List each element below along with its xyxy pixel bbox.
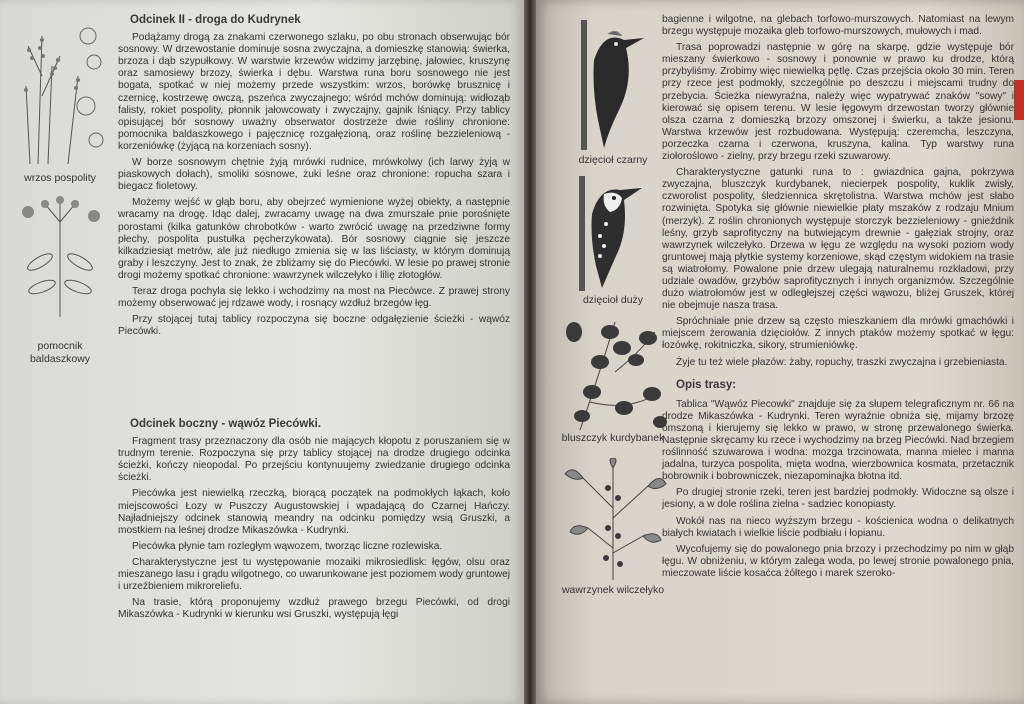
paragraph: Po drugiej stronie rzeki, teren jest bardziej podmokły. Widoczne są olsze i jesiony, a w dole roślina zielna - sadziec konopiasty. — [662, 487, 1014, 511]
paragraph: Możemy wejść w głąb boru, aby obejrzeć wymienione wyżej obiekty, a następnie wracamy na drogę. Idąc dalej, zwracamy uwagę na dwa zmurszałe pnie porośnięte porostami (kilka gatunków chrobotków - warto zwrócić uwagę na przedziwne formy płechy, pospolita pustułka pęcherzykowata). Bór sosnowy ciągnie się jeszcze kilkadziesiąt metrów, ale już niedługo zmienia się w las liściasty, w którym dominują graby i leszczyny. Jest to znak, że zbliżamy się do Piecówki. W lesie po prawej stronie drogi możemy spotkać chronione: wawrzynek wilczełyko i lilię złotogłów. — [118, 197, 510, 281]
paragraph: Teraz droga pochyla się lekko i wchodzimy na most na Piecówce. Z prawej strony możemy obserwować jej rdzawe wody, i rosnący wzdłuż brzegów łęg. — [118, 285, 510, 310]
book-gutter — [524, 0, 536, 704]
paragraph: Przy stojącej tutaj tablicy rozpoczyna się boczne odgałęzienie ścieżki - wąwóz Piecówki. — [118, 314, 510, 338]
paragraph: Charakterystyczne jest tu występowanie mozaiki mikrosiedlisk: łęgów, olsu oraz mieszanego lasu i grądu wilgotnego, co uwarunkowane jest poziomem wody gruntowej i urzeźbieniem mikroreliefu. — [118, 556, 510, 593]
paragraph: Charakterystyczne gatunki runa to : gwiazdnica gajna, pokrzywa zwyczajna, bluszczyk kurdybanek, niecierpek pospolity, kuklik zwisły, czworolist pospolity, śledziennica skrętolistna. Warstwa mchów jest słabo rozwinięta. Spotyka się głównie niewielkie płaty mszaków z rodzaju Mnium (merzyk). Z roślin chronionych występuje storczyk bezzieleniowy - gnieźdnik leśny, grzyb saprofityczny na butwiejącym drewnie - gałęziak strojny, oraz wawrzynek wilczełyko. Drzewa w łęgu ze względu na wysoki poziom wody gruntowej mają płytkie systemy korzeniowe, skąd częstym widokiem na trasie są wiatrołomy. Powalone pnie drzew ulegają naturalnemu rozkładowi, przy udziale owadów, grzybów saprofitycznych i innych organizmów. Szczególnie dużo wiatrołomów jest w odległejszej części wąwozu, bliżej Gruszek, której nie obejmuje nasza trasa. — [662, 167, 1014, 312]
paragraph: Spróchniałe pnie drzew są często mieszkaniem dla mrówki gmachówki i miejscem żerowania dzięciołów. Z innych ptaków możemy spotkać w łęgu: łozówkę, rokitniczka, sikory, strumieniówkę. — [662, 316, 1014, 352]
caption-heather: wrzos pospolity — [24, 172, 96, 184]
paragraph: Podążamy drogą za znakami czerwonego szlaku, po obu stronach obserwując bór sosnowy. W drzewostanie dominuje sosna zwyczajna, a domieszkę stanowią: świerka, brzoza i dąb szypułkowy. W warstwie krzewów widzimy jarzębinę, jałowiec, kruszynę oraz samosiewy brzozy, świerka i dębu. Warstwa runa boru sosnowego nie jest bogata, spotkać w niej możemy przede wszystkim: wrzos, borówkę brusznicę i czernicę, kostrzewę owczą, pszeńca zwyczajnego; wśród mchów dominują: widłoząb falisty, rokiet pospolity, płonnik jałowcowaty i zwyczajny, gajnik lśniący. Przy tablicy opisującej bór sosnowy uważny obserwator dostrzeże dwie rośliny chronione: pomocnika baldaszkowego i pajęcznicę rozgałęzioną, oraz roślinę bezzieleniową - korzeniówkę (żyjącą na korzeniach sosny). — [118, 32, 510, 152]
paragraph: Wycofujemy się do powalonego pnia brzozy i przechodzimy po nim w głąb łęgu. W obniżeniu, w którym zalega woda, po lewej stronie powalonego pnia, mieczowate liście kosaćca żółtego i marek szeroko- — [662, 543, 1014, 579]
section-heading-odcinek-ii: Odcinek II - droga do Kudrynek — [130, 14, 301, 26]
pomocnik-illustration — [10, 192, 110, 322]
caption-ground-ivy-text: bluszczyk kurdybanek — [561, 432, 665, 444]
mezereon-illustration — [558, 458, 668, 583]
caption-ground-ivy — [558, 432, 668, 445]
paragraph: Piecówka jest niewielką rzeczką, biorącą początek na podmokłych łąkach, koło miejscowości Łozy w Puszczy Augustowskiej i wpadającą do Czarnej Hańczy. Najładniejszy odcinek stanowią meandry na odcinku pomiędzy wsią Gruszki, a mostkiem na leśnej drodze Mikaszówka - Kudrynki. — [118, 488, 510, 536]
paragraph: Wokół nas na nieco wyższym brzegu - kościenica wodna o delikatnych białych kwiatach i wielkie liście podbiału i łopianu. — [662, 515, 1014, 539]
heather-illustration — [8, 16, 108, 166]
ground-ivy-illustration — [560, 312, 670, 432]
caption-spotted-woodpecker: dzięcioł duży — [582, 294, 644, 306]
paragraph: Trasa poprowadzi następnie w górę na skarpę, gdzie występuje bór mieszany świerkowo - sosnowy i ponownie w prawo ku drodze, którą przybyliśmy. Zrobimy więc niewielką pętlę. Czas przejścia około 30 min. Teren przy rzece jest podmokły, szczególnie po deszczu i miejscami trudny do przebycia. Ścieżka niewyraźna, należy więc wypatrywać znaków "sowy" i kierować się opisem terenu. W lesie łęgowym drzewostan tworzy głównie olsza czarna z domieszką brzozy omszonej i świerku, a także jesionu. Warstwa krzewów jest rozbudowana. Występują: czeremcha, leszczyna, porzeczka czarna i czerwona, kruszyna, kalina. Typ warstwy runa ziołoroślowo - zielny, przy brzegu rzeki szuwarowy. — [662, 42, 1014, 163]
right-page — [536, 0, 1024, 704]
caption-pomocnik — [10, 340, 110, 366]
paragraph: Tablica "Wąwóz Piecowki" znajduje się za słupem telegraficznym nr. 66 na drodze Mikaszówka - Kudrynki. Teren wyraźnie obniża się, mijamy brzozę omszoną i kierujemy się lekko w prawo, w stronę przewalonego świerka. Następnie skręcamy ku rzece i wychodzimy na brzeg Piecówki. Nad brzegiem roślinność szuwarowa i wodna: mozga trzcinowata, manna mielec i manna jadalna, turzyca pospolita, mięta wodna, wierzbownica kosmata, przetacznik bobrownik i bobrowniczek, niezapominajka błotna itd. — [662, 398, 1014, 483]
right-text — [662, 14, 1014, 584]
caption-pomocnik-text: pomocnik baldaszkowy — [29, 340, 91, 365]
paragraph: Fragment trasy przeznaczony dla osób nie mających kłopotu z poruszaniem się w trudnym terenie. Rozpoczyna się przy tablicy stojącej na drodze drugiego odcinka ścieżki, kończy nieopodal. Po przejściu kontynuujemy zwiedzanie drugiego odcinka ścieżki. — [118, 436, 510, 484]
left-text-bottom — [118, 418, 510, 625]
caption-mezereon — [558, 584, 668, 597]
paragraph: Piecówka płynie tam rozległym wąwozem, tworząc liczne rozlewiska. — [132, 540, 443, 552]
black-woodpecker-illustration — [564, 20, 664, 150]
paragraph: bagienne i wilgotne, na glebach torfowo-murszowych. Natomiast na lewym brzegu występuje mozaika gleb torfowo-murszowych, mułowych i mad. — [662, 14, 1014, 38]
section-heading-opis-trasy: Opis trasy: — [676, 378, 737, 391]
paragraph: W borze sosnowym chętnie żyją mrówki rudnice, mrówkolwy (ich larwy żyją w piaskowych dołach), smoliki sosnowe, żuki leśne oraz chronione: ropucha szara i biegacz fioletowy. — [118, 157, 510, 193]
paragraph: Żyje tu też wiele płazów: żaby, ropuchy, traszki zwyczajna i grzebieniasta. — [676, 356, 1008, 368]
caption-black-woodpecker: dzięcioł czarny — [578, 154, 648, 166]
caption-mezereon-text: wawrzynek wilczełyko — [561, 584, 665, 596]
paragraph: Na trasie, którą proponujemy wzdłuż prawego brzegu Piecówki, od drogi Mikaszówka - Kudrynki w kierunku wsi Gruszki, występują łęgi — [118, 597, 510, 621]
red-bookmark-tab — [1014, 80, 1024, 120]
spotted-woodpecker-illustration — [564, 176, 664, 291]
section-heading-wawoz: Odcinek boczny - wąwóz Piecówki. — [130, 418, 322, 430]
left-text-top — [118, 14, 510, 342]
